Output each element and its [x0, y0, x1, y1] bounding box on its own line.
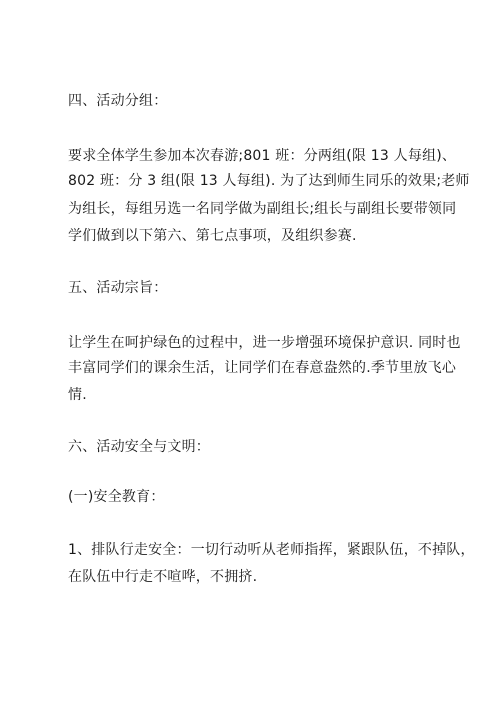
- subsection-1-heading: (一)安全教育：: [68, 489, 165, 505]
- section-5-line-1: 让学生在呵护绿色的过程中，进一步增强环境保护意识. 同时也: [68, 335, 461, 351]
- section-4-line-1: 要求全体学生参加本次春游;801 班：分两组(限 13 人每组)、: [68, 148, 457, 164]
- section-6-heading: 六、活动安全与文明：: [68, 439, 210, 455]
- section-4-line-3: 为组长，每组另选一名同学做为副组长;组长与副组长要带领同: [68, 201, 457, 217]
- section-5-line-2: 丰富同学们的课余生活，让同学们在春意盎然的.季节里放飞心: [68, 360, 457, 376]
- section-4-line-2: 802 班：分 3 组(限 13 人每组). 为了达到师生同乐的效果;老师: [68, 173, 470, 189]
- section-4-line-4: 学们做到以下第六、第七点事项，及组织参赛.: [68, 228, 357, 244]
- section-5-heading: 五、活动宗旨：: [68, 280, 168, 296]
- section-4-heading: 四、活动分组：: [68, 93, 168, 109]
- section-5-line-3: 情.: [68, 387, 87, 403]
- item-1-line-1: 1、排队行走安全：一切行动听从老师指挥，紧跟队伍，不掉队，: [68, 542, 475, 558]
- item-1-line-2: 在队伍中行走不喧哗，不拥挤.: [68, 569, 258, 585]
